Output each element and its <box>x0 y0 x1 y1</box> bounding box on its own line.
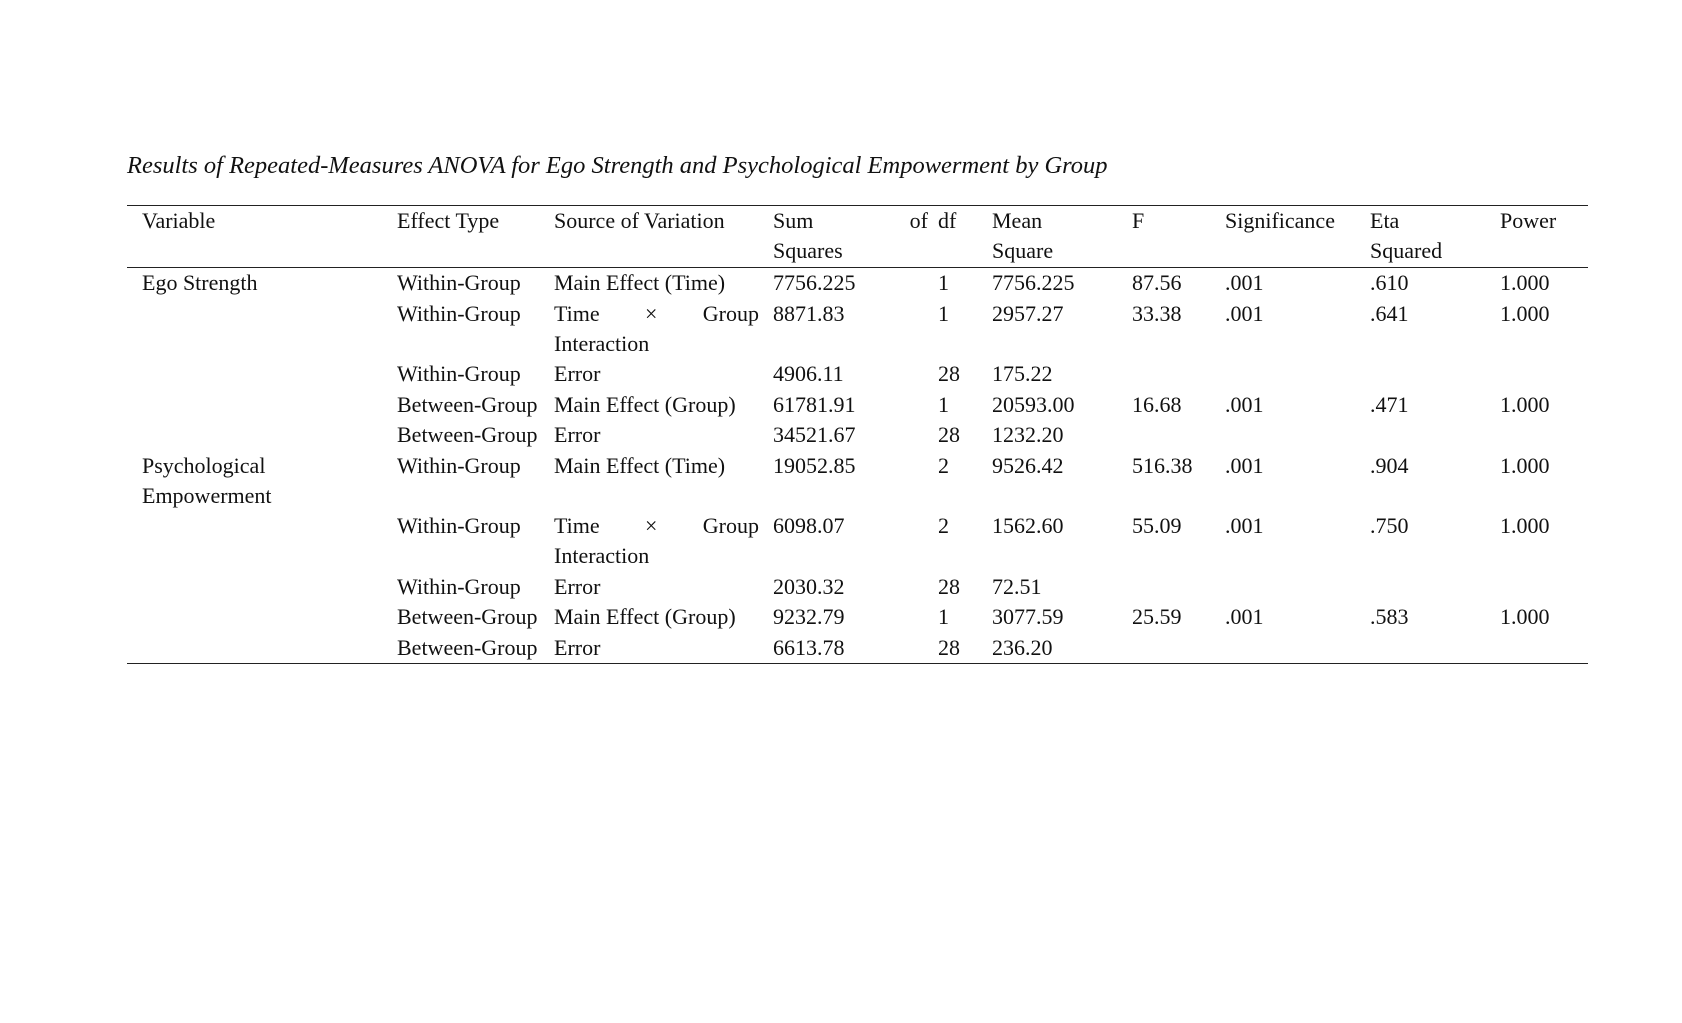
cell-eta-squared: .583 <box>1370 604 1409 629</box>
cell-effect-type: Within-Group <box>397 452 521 478</box>
cell-df: 28 <box>938 573 960 599</box>
cell-df: 2 <box>938 513 949 538</box>
cell-f <box>1132 633 1225 664</box>
cell-eta-squared: .610 <box>1370 270 1409 295</box>
table-row <box>127 299 1588 360</box>
cell-eta-squared: .904 <box>1370 452 1409 478</box>
source-word-group: Group <box>702 513 759 538</box>
cell-df: 1 <box>938 391 949 417</box>
cell-mean-square: 7756.225 <box>992 270 1075 295</box>
cell-source: Error <box>554 634 601 660</box>
cell-sum-of-squares: 2030.32 <box>773 573 845 599</box>
header-ss-word-sum: Sum <box>773 208 814 233</box>
cell-variable <box>127 390 397 421</box>
cell-eta-squared <box>1370 420 1500 451</box>
cell-power: 1.000 <box>1500 300 1550 326</box>
cell-source: Error <box>554 573 601 599</box>
cell-source: Main Effect (Time) <box>554 452 726 478</box>
table-header-row <box>127 206 1588 268</box>
header-df: df <box>938 208 957 233</box>
cell-source: Main Effect (Time) <box>554 270 726 295</box>
cell-df: 28 <box>938 422 960 447</box>
cell-mean-square: 2957.27 <box>992 300 1064 326</box>
cell-f: 55.09 <box>1132 513 1182 538</box>
cell-significance: .001 <box>1225 270 1264 295</box>
cell-variable: Psychological Empowerment <box>142 452 272 508</box>
header-power: Power <box>1500 208 1557 233</box>
cell-df: 1 <box>938 604 949 629</box>
header-ss-word-of: of <box>909 208 928 233</box>
cell-variable <box>127 511 397 572</box>
header-ss-word-squares: Squares <box>773 238 843 263</box>
cell-significance: .001 <box>1225 452 1264 478</box>
cell-significance: .001 <box>1225 513 1264 538</box>
source-word-interaction: Interaction <box>554 543 650 568</box>
cell-sum-of-squares: 6098.07 <box>773 513 845 538</box>
header-source: Source of Variation <box>554 208 725 233</box>
cell-source: Main Effect (Group) <box>554 391 736 417</box>
cell-effect-type: Between-Group <box>397 604 538 629</box>
cell-f <box>1132 572 1225 603</box>
header-ms-line1: Mean <box>992 208 1043 233</box>
cell-mean-square: 1232.20 <box>992 422 1064 447</box>
cell-eta-squared <box>1370 359 1500 390</box>
cell-effect-type: Within-Group <box>397 361 521 386</box>
cell-effect-type: Within-Group <box>397 270 521 295</box>
table-caption: Results of Repeated-Measures ANOVA for Ego Strength and Psychological Empowerment by Group <box>127 152 1108 179</box>
cell-power: 1.000 <box>1500 604 1550 629</box>
cell-power <box>1500 359 1588 390</box>
source-word-times: × <box>645 513 658 538</box>
cell-effect-type: Between-Group <box>397 634 538 660</box>
table-row <box>127 451 1588 512</box>
source-word-group: Group <box>702 300 759 326</box>
header-eta-line2: Squared <box>1370 238 1443 263</box>
cell-effect-type: Within-Group <box>397 300 521 326</box>
header-significance: Significance <box>1225 208 1335 233</box>
source-word-times: × <box>645 300 658 326</box>
cell-sum-of-squares: 4906.11 <box>773 361 844 386</box>
header-f: F <box>1132 208 1145 233</box>
cell-significance <box>1225 420 1370 451</box>
cell-eta-squared <box>1370 633 1500 664</box>
cell-mean-square: 1562.60 <box>992 513 1064 538</box>
cell-mean-square: 3077.59 <box>992 604 1064 629</box>
anova-table <box>127 205 1588 664</box>
cell-df: 1 <box>938 270 949 295</box>
cell-eta-squared: .471 <box>1370 391 1409 417</box>
header-sum-of-squares <box>773 206 938 268</box>
cell-effect-type: Within-Group <box>397 573 521 599</box>
cell-variable <box>127 359 397 390</box>
cell-effect-type: Between-Group <box>397 391 538 417</box>
table-row <box>127 633 1588 664</box>
cell-eta-squared: .641 <box>1370 300 1409 326</box>
cell-sum-of-squares: 61781.91 <box>773 391 856 417</box>
cell-significance <box>1225 572 1370 603</box>
table-row <box>127 572 1588 603</box>
cell-f: 516.38 <box>1132 452 1193 478</box>
cell-power: 1.000 <box>1500 513 1550 538</box>
header-eta-squared <box>1370 206 1500 268</box>
table-row <box>127 359 1588 390</box>
cell-power: 1.000 <box>1500 452 1550 478</box>
table-row <box>127 602 1588 633</box>
cell-mean-square: 72.51 <box>992 573 1042 599</box>
cell-sum-of-squares: 19052.85 <box>773 452 856 478</box>
cell-variable: Ego Strength <box>142 270 258 295</box>
cell-df: 1 <box>938 300 949 326</box>
cell-power: 1.000 <box>1500 270 1550 295</box>
header-effect-type: Effect Type <box>397 208 500 233</box>
cell-variable <box>127 420 397 451</box>
cell-variable <box>127 572 397 603</box>
cell-f: 25.59 <box>1132 604 1182 629</box>
source-word-time: Time <box>554 513 600 538</box>
cell-mean-square: 236.20 <box>992 634 1053 660</box>
cell-source: Error <box>554 361 601 386</box>
cell-mean-square: 20593.00 <box>992 391 1075 417</box>
cell-f <box>1132 420 1225 451</box>
cell-mean-square: 9526.42 <box>992 452 1064 478</box>
cell-power <box>1500 633 1588 664</box>
cell-eta-squared <box>1370 572 1500 603</box>
cell-df: 28 <box>938 361 960 386</box>
header-eta-line1: Eta <box>1370 208 1400 233</box>
cell-variable <box>127 299 397 360</box>
cell-significance <box>1225 633 1370 664</box>
cell-eta-squared: .750 <box>1370 513 1409 538</box>
cell-effect-type: Within-Group <box>397 513 521 538</box>
header-ms-line2: Square <box>992 238 1054 263</box>
cell-significance: .001 <box>1225 300 1264 326</box>
cell-effect-type: Between-Group <box>397 422 538 447</box>
cell-source: Error <box>554 422 601 447</box>
cell-sum-of-squares: 8871.83 <box>773 300 845 326</box>
cell-df: 28 <box>938 634 960 660</box>
table-row <box>127 511 1588 572</box>
cell-variable <box>127 602 397 633</box>
header-mean-square <box>992 206 1132 268</box>
cell-df: 2 <box>938 452 949 478</box>
cell-power <box>1500 420 1588 451</box>
cell-f: 87.56 <box>1132 270 1182 295</box>
cell-source <box>554 299 773 360</box>
document-page <box>127 150 1563 664</box>
cell-power: 1.000 <box>1500 391 1550 417</box>
cell-sum-of-squares: 34521.67 <box>773 422 856 447</box>
cell-sum-of-squares: 7756.225 <box>773 270 856 295</box>
cell-f: 33.38 <box>1132 300 1182 326</box>
source-word-interaction: Interaction <box>554 330 650 356</box>
cell-power <box>1500 572 1588 603</box>
cell-significance: .001 <box>1225 391 1264 417</box>
cell-significance <box>1225 359 1370 390</box>
cell-f: 16.68 <box>1132 391 1182 417</box>
cell-mean-square: 175.22 <box>992 361 1053 386</box>
table-row <box>127 420 1588 451</box>
table-row <box>127 390 1588 421</box>
cell-source: Main Effect (Group) <box>554 604 736 629</box>
source-word-time: Time <box>554 300 600 326</box>
table-row <box>127 268 1588 299</box>
cell-sum-of-squares: 6613.78 <box>773 634 845 660</box>
cell-source <box>554 511 773 572</box>
cell-f <box>1132 359 1225 390</box>
header-variable: Variable <box>142 208 216 233</box>
cell-sum-of-squares: 9232.79 <box>773 604 845 629</box>
cell-significance: .001 <box>1225 604 1264 629</box>
cell-variable <box>127 633 397 664</box>
